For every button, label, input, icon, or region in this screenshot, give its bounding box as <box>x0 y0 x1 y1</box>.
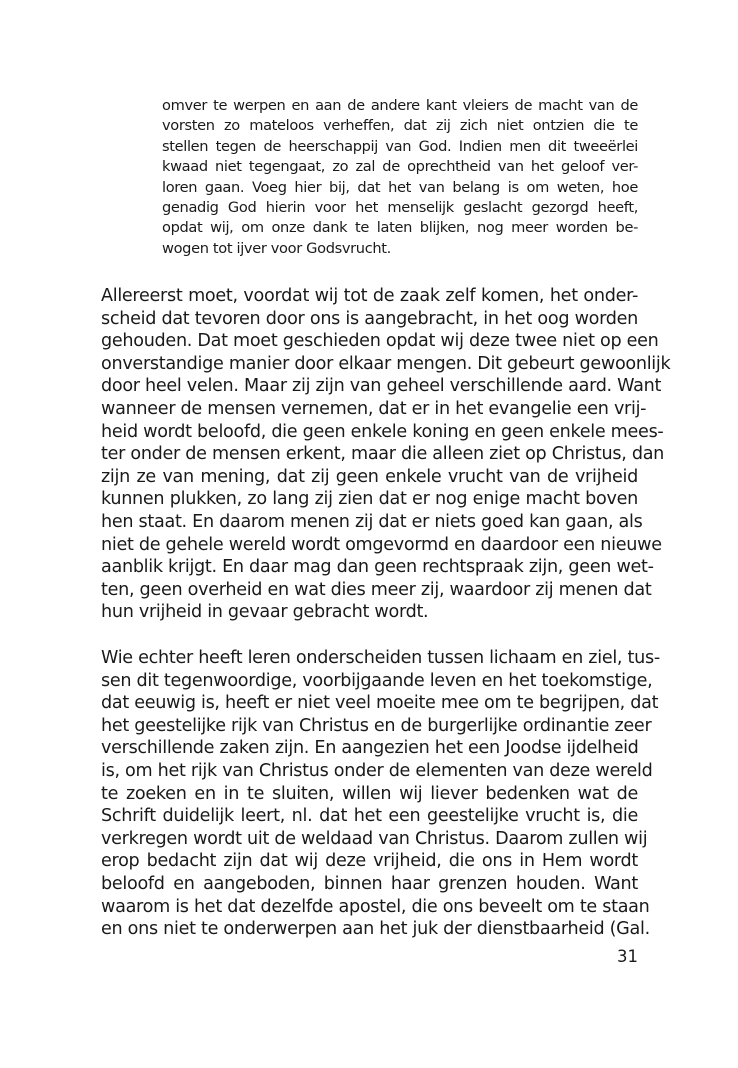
text-line: omver te werpen en aan de andere kant vleiers de macht van de <box>162 97 638 114</box>
text-line: ten, geen overheid en wat dies meer zij, waardoor zij menen dat <box>101 579 652 600</box>
text-line: erop bedacht zijn dat wij deze vrijheid, die ons in Hem wordt <box>101 851 638 872</box>
text-line: beloofd en aangeboden, binnen haar grenzen houden. Want <box>101 873 638 894</box>
text-line: is, om het rijk van Christus onder de elementen van deze wereld <box>101 760 653 781</box>
text-line: Allereerst moet, voordat wij tot de zaak zelf komen, het onder- <box>101 286 638 306</box>
text-line: het geestelijke rijk van Christus en de burgerlijke ordinantie zeer <box>101 715 652 736</box>
text-line: stellen tegen de heerschappij van God. Indien men dit tweeërlei <box>162 137 638 155</box>
block-quote <box>162 96 638 259</box>
text-line: kwaad niet tegengaat, zo zal de oprechtheid van het geloof ver- <box>162 158 638 176</box>
text-line: wogen tot ijver voor Godsvrucht. <box>162 239 391 257</box>
text-line: loren gaan. Voeg hier bij, dat het van belang is om weten, hoe <box>162 178 638 196</box>
text-line: scheid dat tevoren door ons is aangebracht, in het oog worden <box>101 308 638 329</box>
text-line: door heel velen. Maar zij zijn van geheel verschillende aard. Want <box>101 376 662 397</box>
text-line: hen staat. En daarom menen zij dat er niets goed kan gaan, als <box>101 511 643 532</box>
text-line: ter onder de mensen erkent, maar die alleen ziet op Christus, dan <box>101 444 665 465</box>
text-line: waarom is het dat dezelfde apostel, die ons beveelt om te staan <box>101 896 650 917</box>
text-line: genadig God hierin voor het menselijk geslacht gezorgd heeft, <box>162 198 638 216</box>
text-line: onverstandige manier door elkaar mengen. Dit gebeurt gewoonlijk <box>101 353 671 374</box>
text-line: wanneer de mensen vernemen, dat er in het evangelie een vrij- <box>101 398 647 419</box>
text-line: Wie echter heeft leren onderscheiden tussen lichaam en ziel, tus- <box>101 648 660 668</box>
text-line: verkregen wordt uit de weldaad van Christus. Daarom zullen wij <box>101 828 648 849</box>
text-line: te zoeken en in te sluiten, willen wij liever bedenken wat de <box>101 783 638 804</box>
text-line: Schrift duidelijk leert, nl. dat het een geestelijke vrucht is, die <box>101 806 638 827</box>
text-line: en ons niet te onderwerpen aan het juk der dienstbaarheid (Gal. <box>101 919 650 940</box>
paragraph-2 <box>101 647 660 941</box>
paragraph-1 <box>101 285 671 624</box>
text-line: aanblik krijgt. En daar mag dan geen rechtspraak zijn, geen wet- <box>101 557 654 578</box>
page-number: 31 <box>617 947 638 966</box>
text-line: niet de gehele wereld wordt omgevormd en daardoor een nieuwe <box>101 534 662 555</box>
text-line: vorsten zo mateloos verheffen, dat zij zich niet ontzien die te <box>162 117 638 135</box>
text-line: sen dit tegenwoordige, voorbijgaande leven en het toekomstige, <box>101 670 653 691</box>
text-line: hun vrijheid in gevaar gebracht wordt. <box>101 602 429 623</box>
text-line: opdat wij, om onze dank te laten blijken, nog meer worden be- <box>162 219 638 237</box>
text-line: kunnen plukken, zo lang zij zien dat er nog enige macht boven <box>101 489 638 510</box>
text-line: gehouden. Dat moet geschieden opdat wij deze twee niet op een <box>101 331 659 352</box>
text-line: heid wordt beloofd, die geen enkele koning en geen enkele mees- <box>101 421 664 442</box>
text-line: verschillende zaken zijn. En aangezien het een Joodse ijdelheid <box>101 738 639 759</box>
text-line: zijn ze van mening, dat zij geen enkele vrucht van de vrijheid <box>101 466 638 487</box>
text-line: dat eeuwig is, heeft er niet veel moeite mee om te begrijpen, dat <box>101 693 659 714</box>
